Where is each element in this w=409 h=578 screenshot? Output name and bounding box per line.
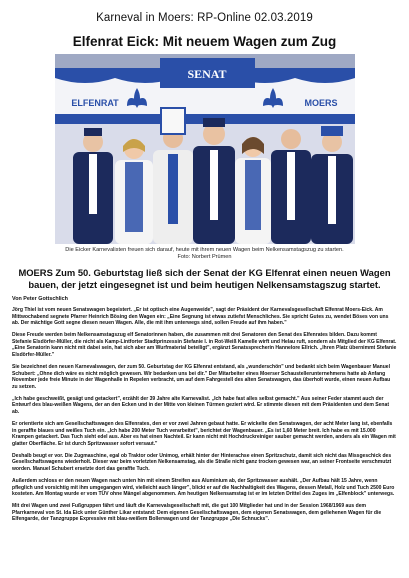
paragraph: Diese Freude werden beim Nelkensamstagszug elf Senatorinnen haben, die zusammen mit drei Senatoren den Senat des Elfenrates bilden. Dazu kommt Stefanie Elsdörfer-Müller, die nicht als Kamp-Lintforter Stadtprinzessin Stefanie I. in Rot-Weiß Kamelle wirft und Helau ruft, sondern als Mitglied der KG Elfenrat. „Eine Senatorin kann nicht mit dabei sein, hat sich aber am Wurfmaterial beteiligt", ergänzt Senatssprecherin Hannelore Ellrich. „Ihren Platz übernimmt Stefanie Elsdörfer-Müller."	[12, 332, 397, 358]
headline: Elfenrat Eick: Mit neuem Wagen zum Zug	[72, 34, 337, 49]
caption-text: Die Eicker Karnevalisten freuen sich darauf, heute mit ihrem neuen Wagen beim Nelkensamstagszug zu starten.	[65, 247, 344, 253]
paragraph: Er orientierte sich am Gesellschaftswagen des Elfenrates, den er vor zwei Jahren gebaut hatte. Er wickelte den Senatswagen, der acht Meter lang ist, ebenfalls in geraffte blaues und weißes Tuch ein. „Ich habe 200 Meter Tuch verarbeitet", berichtet der Wagenbauer. „Es ist 1,60 Meter breit. Ich habe es mit 15.000 Krampen getackert. Das Tuch sieht edel aus. Aber es hat einen Nachteil. Er kann nicht mit Hochdruckreiniger sauber gemacht werden, anders als ein Wagen mit glatter Oberfläche. Er ist durch Spritzwasser sofort versaut."	[12, 421, 396, 447]
paragraph: Außerdem schloss er den neuen Wagen nach unten hin mit einem Streifen aus Aluminium ab, der Spritzwasser aushält. „Der Aufbau hält 15 Jahre, wenn pfleglich und vorsichtig mit ihm umgegangen wird, vielleicht auch länger", blickt er auf die Nachhaltigkeit des Wagens, dessen Metall, Holz und Tuch 2500 Euro kosteten. Am Montag wurde er vom TÜV ohne Mängel abgenommen. Am heutigen Nelkensamstag ist er im letzten Drittel des Zuges im „Elfenblock" unterwegs.	[12, 478, 395, 498]
article-photo	[55, 54, 355, 244]
banner-elfenrat: ELFENRAT	[71, 98, 119, 108]
paragraph: Jörg Thiel ist vom neuen Senatswagen begeistert. „Er ist optisch eine Augenweide", sagt der Präsident der Karnevalsgesellschaft Elfenrat Moers-Eick. Am Mittwochabend segnete Pfarrer Heinrich Bösing den Wagen ein: „Eine Segnung ist etwas zutiefst Menschliches. Sie spricht Gutes zu, wendet Böses von uns ab. Der mächtige Gott segne diesen neuen Wagen. Alle, die mit ihm unterwegs sind, sollen Freude auf ihm haben."	[12, 307, 389, 327]
photo-credit: Foto: Norbert Prümen	[177, 254, 232, 261]
author-byline: Von Peter Gottschlich	[12, 296, 68, 302]
paragraph: Sie bezeichnet den neuen Karnevalswagen, der zum 50. Geburtstag der KG Elfenrat entstand, als „wunderschön" und bedankt sich beim Wagenbauer Manuel Schubert: „Ohne dich wäre es nicht möglich gewesen. Wir bedanken uns bei dir." Der Mitarbeiter eines Moerser Schaustellerunternehmens hatte ab Anfang November jede freie Minute in der Wagenhalle in Repelen verbracht, um auf dem Fahrgestell des alten Senatswagen, das überholt wurde, einen neuen Aufbau zu setzen.	[12, 364, 391, 390]
paragraph: „Ich habe geschweißt, gesägt und getackert", erzählt der 39 Jahre alte Karnevalist. „Ich habe fast alles selbst gemacht." Aus seiner Feder stammt auch der Entwurf des blau-weißen Wagens, der an den Ecken und in der Mitte von kleinen Türmen geziert wird. Er stimmte diesen mit dem Präsidenten und dem Senat ab.	[12, 395, 389, 415]
paragraph: Mit drei Wagen und zwei Fußgruppen fährt und läuft die Karnevalsgesellschaft mit, die gut 100 Mitglieder hat und in der Session 1968/1969 aus dem Pfarrkarneval von St. Ida Eick unter Günther Likar entstand: Dem eigenen Gesellschaftswagen, dem eigenen Senatswagen, dem geliehenen Wagen für die Elfengarde, der Tanzgruppe Expressive mit blau-weißem Bollerwagen und der Tanzgruppe „Die Schnucks".	[12, 503, 382, 523]
banner-senat: SENAT	[187, 67, 227, 81]
article-body	[12, 307, 397, 529]
lead-paragraph: MOERS Zum 50. Geburtstag ließ sich der Senat der KG Elfenrat einen neuen Wagen bauen, der jetzt eingesegnet ist und beim heutigen Nelkensamstagszug startet.	[18, 267, 391, 290]
paragraph: Deshalb beugt er vor. Die Zugmaschine, egal ob Traktor oder Unimog, erhält hinter der Hinterachse einen Spritzschutz, damit sich nicht das Missgeschick des Gesellschaftswagens wiederholt. Dieser war beim vorletzten Nelkensamstag, als die Straße nicht ganz trocken gewesen war, an seiner Frontseite verschmutzt worden. Manuel Schubert ersetzte dort das geraffte Tuch.	[12, 452, 392, 472]
banner-moers: MOERS	[304, 98, 338, 108]
source-line: Karneval in Moers: RP-Online 02.03.2019	[96, 12, 313, 24]
photo-caption	[20, 247, 389, 262]
